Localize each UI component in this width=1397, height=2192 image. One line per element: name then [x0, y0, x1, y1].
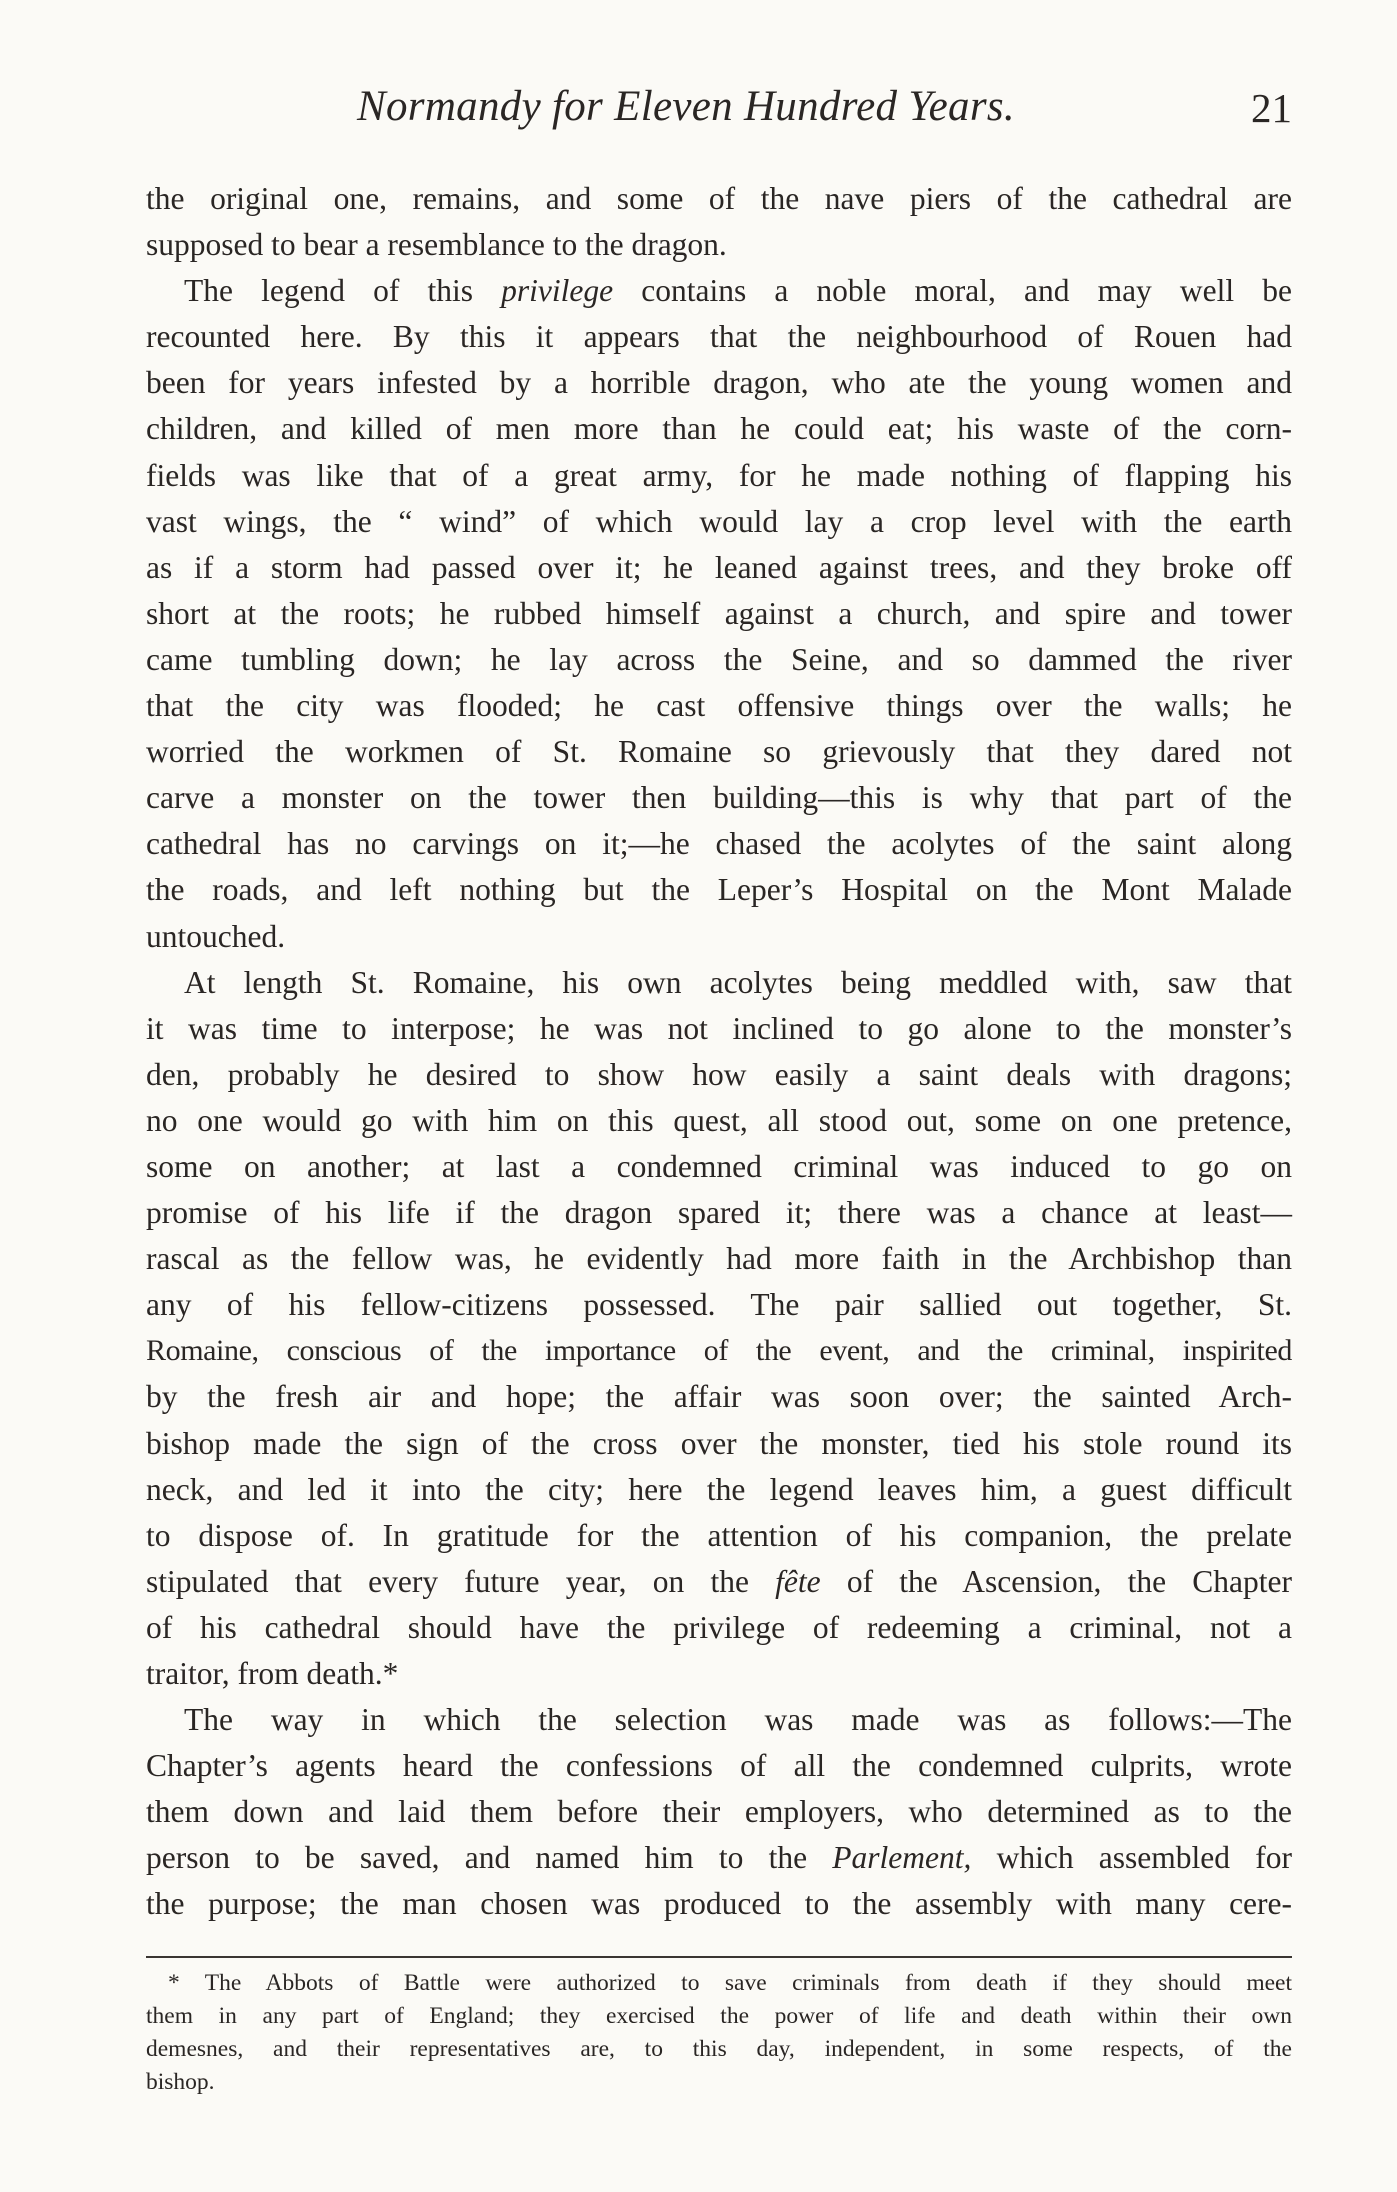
paragraph-start-line: The way in which the selection was made was as follows:—The — [184, 1702, 1292, 1738]
text-line: fields was like that of a great army, for he made nothing of flapping his — [146, 457, 1292, 493]
text-run: which assembled for — [971, 1840, 1292, 1876]
text-line: some on another; at last a condemned criminal was induced to go on — [146, 1148, 1292, 1184]
footnote-line: them in any part of England; they exercised the power of life and death within their own — [146, 2003, 1292, 2029]
text-line: neck, and led it into the city; here the legend leaves him, a guest difficult — [146, 1471, 1292, 1507]
text-line: promise of his life if the dragon spared it; there was a chance at least— — [146, 1195, 1292, 1231]
text-line: short at the roots; he rubbed himself against a church, and spire and tower — [146, 595, 1292, 631]
running-head — [146, 82, 1292, 142]
text-line: den, probably he desired to show how easily a saint deals with dragons; — [146, 1056, 1292, 1092]
text-line: carve a monster on the tower then building—this is why that part of the — [146, 780, 1292, 816]
text-line: Chapter’s agents heard the confessions of all the condemned culprits, wrote — [146, 1748, 1292, 1784]
text-line: traitor, from death.* — [146, 1656, 399, 1691]
text-line: worried the workmen of St. Romaine so grievously that they dared not — [146, 734, 1292, 770]
text-line: the original one, remains, and some of the nave piers of the cathedral are — [146, 181, 1292, 216]
text-line: came tumbling down; he lay across the Seine, and so dammed the river — [146, 641, 1292, 677]
italic-term: privilege — [501, 273, 614, 309]
text-line: been for years infested by a horrible dragon, who ate the young women and — [146, 365, 1292, 401]
italic-term: fête — [775, 1563, 821, 1599]
text-line: Romaine, conscious of the importance of the event, and the criminal, inspirited — [146, 1334, 1292, 1368]
text-line: the purpose; the man chosen was produced to the assembly with many cere- — [146, 1886, 1292, 1922]
footnote-line: bishop. — [146, 2069, 215, 2095]
text-line: to dispose of. In gratitude for the attention of his companion, the prelate — [146, 1517, 1292, 1553]
text-line: the roads, and left nothing but the Leper’s Hospital on the Mont Malade — [146, 872, 1292, 908]
text-line: vast wings, the “ wind” of which would lay a crop level with the earth — [146, 503, 1292, 539]
text-line: bishop made the sign of the cross over the monster, tied his stole round its — [146, 1425, 1292, 1461]
text-run: person to be saved, and named him to the — [146, 1840, 833, 1876]
text-line: recounted here. By this it appears that the neighbourhood of Rouen had — [146, 319, 1292, 355]
text-run: contains a noble moral, and may well be — [613, 273, 1292, 309]
text-line: untouched. — [146, 918, 286, 954]
italic-term: Parlement, — [832, 1840, 972, 1876]
paragraph-start-line — [146, 268, 1292, 314]
text-run: of the Ascension, the Chapter — [820, 1563, 1292, 1599]
text-line: that the city was flooded; he cast offensive things over the walls; he — [146, 688, 1292, 724]
text-line: children, and killed of men more than he could eat; his waste of the corn- — [146, 411, 1292, 447]
paragraph-start-line: At length St. Romaine, his own acolytes being meddled with, saw that — [184, 964, 1292, 1000]
text-line — [146, 1559, 1292, 1605]
text-run: stipulated that every future year, on the — [146, 1563, 776, 1599]
text-line: of his cathedral should have the privilege of redeeming a criminal, not a — [146, 1609, 1292, 1645]
text-line: as if a storm had passed over it; he leaned against trees, and they broke off — [146, 549, 1292, 585]
text-line: them down and laid them before their employers, who determined as to the — [146, 1794, 1292, 1830]
text-line: no one would go with him on this quest, all stood out, some on one pretence, — [146, 1102, 1292, 1138]
text-line: rascal as the fellow was, he evidently had more faith in the Archbishop than — [146, 1241, 1292, 1277]
running-title: Normandy for Eleven Hundred Years. — [357, 83, 1015, 130]
text-line: cathedral has no carvings on it;—he chased the acolytes of the saint along — [146, 826, 1292, 862]
footnote-rule — [146, 1956, 1292, 1958]
text-line: any of his fellow-citizens possessed. The pair sallied out together, St. — [146, 1287, 1292, 1323]
text-line: it was time to interpose; he was not inclined to go alone to the monster’s — [146, 1010, 1292, 1046]
text-line — [146, 1835, 1292, 1881]
text-line: by the fresh air and hope; the affair was soon over; the sainted Arch- — [146, 1379, 1292, 1415]
page-number: 21 — [1251, 85, 1292, 131]
footnote-line: demesnes, and their representatives are, to this day, independent, in some respects, of the — [146, 2036, 1292, 2062]
footnote-line: * The Abbots of Battle were authorized to save criminals from death if they should meet — [168, 1970, 1292, 1996]
body-text — [146, 176, 1292, 1928]
footnote — [146, 1967, 1292, 2099]
text-run: The legend of this — [184, 273, 502, 309]
text-line: supposed to bear a resemblance to the dragon. — [146, 227, 727, 263]
